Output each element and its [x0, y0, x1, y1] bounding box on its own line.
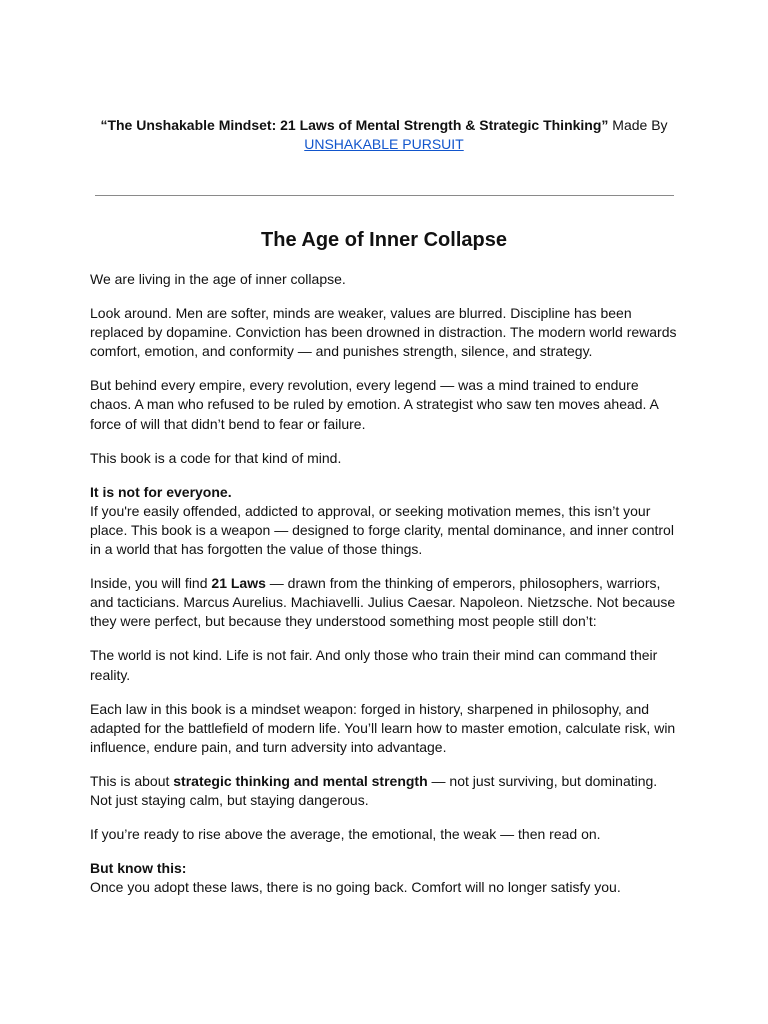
paragraph-9 [90, 772, 682, 810]
paragraph-11-body: Once you adopt these laws, there is no going back. Comfort will no longer satisfy you. [90, 879, 621, 896]
chapter-title: The Age of Inner Collapse [261, 229, 507, 251]
paragraph-11 [90, 859, 682, 897]
horizontal-divider [95, 195, 674, 196]
paragraph-11-heading: But know this: [90, 860, 187, 877]
author-link[interactable]: UNSHAKABLE PURSUIT [304, 136, 464, 152]
paragraph-9-post: — not just surviving, but dominating. Not just staying calm, but staying dangerous. [90, 772, 658, 808]
chapter-body [90, 270, 682, 912]
paragraph-9-bold: strategic thinking and mental strength [173, 772, 428, 789]
paragraph-6-pre: Inside, you will find [90, 575, 212, 592]
paragraph-9-pre: This is about [90, 772, 174, 789]
paragraph-3: But behind every empire, every revolution, every legend — was a mind trained to endure chaos. A man who refused to be ruled by emotion. A strategist who saw ten moves ahead. A force of will that didn’t bend to fear or failure. [90, 377, 659, 432]
document-header [0, 116, 768, 154]
paragraph-7: The world is not kind. Life is not fair. And only those who train their mind can command their reality. [90, 647, 658, 683]
paragraph-6-bold: 21 Laws [211, 575, 266, 592]
paragraph-6 [90, 574, 682, 631]
made-by-text: Made By [608, 117, 668, 133]
book-title: “The Unshakable Mindset: 21 Laws of Mental Strength & Strategic Thinking” [100, 117, 609, 133]
paragraph-4: This book is a code for that kind of mind. [90, 449, 342, 466]
paragraph-1: We are living in the age of inner collapse. [90, 271, 346, 287]
paragraph-6-post: — drawn from the thinking of emperors, philosophers, warriors, and tacticians. Marcus Aurelius. Machiavelli. Julius Caesar. Napoleon. Nietzsche. Not because they were perfect, but because they understood something most people still don’t: [90, 575, 676, 630]
paragraph-10: If you’re ready to rise above the average, the emotional, the weak — then read on. [90, 826, 601, 843]
paragraph-8: Each law in this book is a mindset weapon: forged in history, sharpened in philosophy, and adapted for the battlefield of modern life. You’ll learn how to master emotion, calculate risk, win influence, endure pain, and turn adversity into advantage. [90, 700, 676, 755]
paragraph-5 [90, 483, 682, 559]
paragraph-2: Look around. Men are softer, minds are weaker, values are blurred. Discipline has been replaced by dopamine. Conviction has been drowned in distraction. The modern world rewards comfort, emotion, and conformity — and punishes strength, silence, and strategy. [90, 305, 677, 360]
paragraph-5-body: If you're easily offended, addicted to approval, or seeking motivation memes, this isn’t your place. This book is a weapon — designed to forge clarity, mental dominance, and inner control in a world that has forgotten the value of those things. [90, 502, 674, 558]
paragraph-5-heading: It is not for everyone. [90, 483, 232, 500]
